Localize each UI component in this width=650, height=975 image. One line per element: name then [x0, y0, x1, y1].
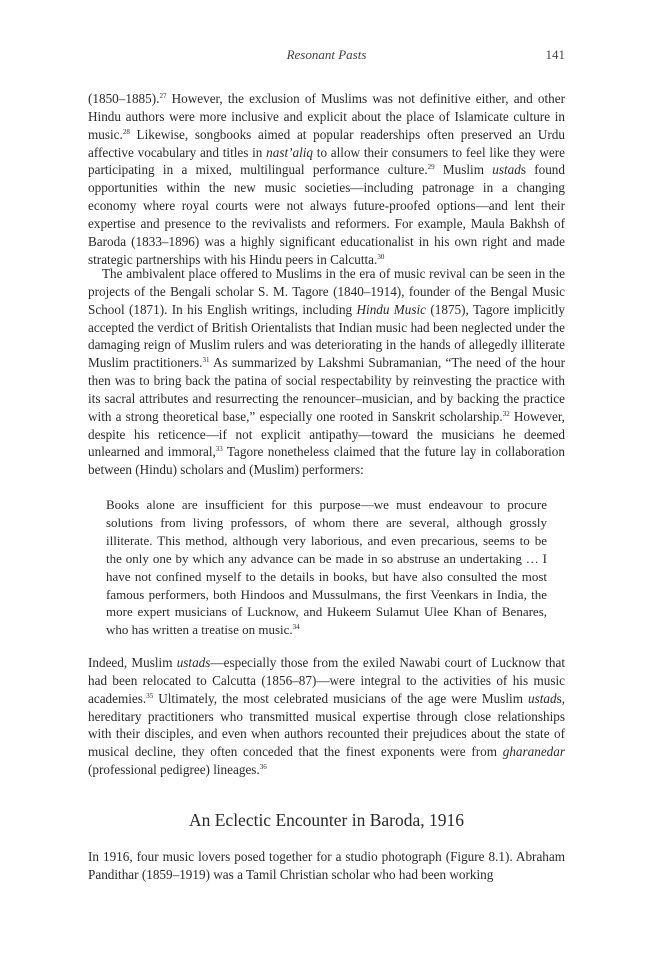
footnote-ref[interactable]: 33: [215, 445, 223, 454]
footnote-ref[interactable]: 28: [122, 127, 130, 136]
footnote-ref[interactable]: 35: [146, 691, 154, 700]
page-number: 141: [545, 47, 565, 62]
block-quote: Books alone are insufficient for this purpose—we must endeavour to procure solutions from living professors, of whom there are several, although grossly illiterate. This method, although very laborious, and even precarious, seems to be the only one by which any advance can be made in so abstruse an undertaking … I have not confined myself to the details in books, but have also consulted the most famous performers, both Hindoos and Mussulmans, the first Veenkars in India, the more expert musicians of Lucknow, and Hukeem Sulamut Ulee Khan of Benares, who has written a treatise on music.$^{34}$: [106, 497, 547, 638]
footnote-ref[interactable]: 32: [502, 409, 510, 418]
paragraph-4: In 1916, four music lovers posed together for a studio photograph (Figure 8.1). Abraham Pandithar (1859–1919) was a Tamil Christian scholar who had been working: [88, 849, 565, 882]
footnote-ref[interactable]: 36: [259, 763, 267, 772]
footnote-ref[interactable]: 29: [427, 163, 435, 172]
paragraph-3: Indeed, Muslim ustads—especially those from the exiled Nawabi court of Lucknow that had been relocated to Calcutta (1856–87)—were integral to the activities of his music academies.$^{35}$ Ultimately, the most celebrated musicians of the age were Muslim ustads, hereditary practitioners who transmitted musical expertise through close relationships with their disciples, and even when authors recounted their prejudices about the state of musical decline, they often conceded that the finest exponents were from gharanedar (professional pedigree) lineages.$^{36}$: [88, 655, 565, 778]
paragraph-1: (1850–1885).$^{27}$ However, the exclusion of Muslims was not definitive either, and other Hindu authors were more inclusive and explicit about the place of Islamicate culture in music.$^{28}$ Likewise, songbooks aimed at popular readerships often preserved an Urdu affective vocabulary and titles in nast’aliq to allow their consumers to feel like they were participating in a mixed, multilingual performance culture.$^{29}$ Muslim ustads found opportunities within the new music societies—including patronage in a changing economy where royal courts were not always future-proofed options—and lent their expertise and presence to the revivalists and reformers. For example, Maula Bakhsh of Baroda (1833–1896) was a highly significant educationalist in his own right and made strategic partnerships with his Hindu peers in Calcutta.$^{30}$: [88, 91, 565, 267]
running-header: [88, 47, 565, 65]
footnote-ref[interactable]: 31: [202, 356, 210, 365]
footnote-ref[interactable]: 34: [292, 623, 300, 632]
footnote-ref[interactable]: 27: [159, 92, 167, 100]
section-heading: An Eclectic Encounter in Baroda, 1916: [188, 810, 465, 830]
footnote-ref[interactable]: 30: [377, 252, 385, 261]
running-title: Resonant Pasts: [286, 47, 367, 62]
paragraph-2: The ambivalent place offered to Muslims in the era of music revival can be seen in the projects of the Bengali scholar S. M. Tagore (1840–1914), founder of the Bengal Music School (1871). In his English writings, including Hindu Music (1875), Tagore implicitly accepted the verdict of British Orientalists that Indian music had been neglected under the damaging reign of Muslim rulers and was deteriorating in the hands of allegedly illiterate Muslim practitioners.$^{31}$ As summarized by Lakshmi Subramanian, “The need of the hour then was to bring back the patina of social respectability by reinvesting the practice with its sacral attributes and resurrecting the renouncer–musician, and by backing the practice with a strong theoretical base,” especially one rooted in Sanskrit scholarship.$^{32}$ However, despite his reticence—if not explicit antipathy—toward the musicians he deemed unlearned and immoral,$^{33}$ Tagore nonetheless claimed that the future lay in collaboration between (Hindu) scholars and (Muslim) performers:: [88, 266, 565, 478]
